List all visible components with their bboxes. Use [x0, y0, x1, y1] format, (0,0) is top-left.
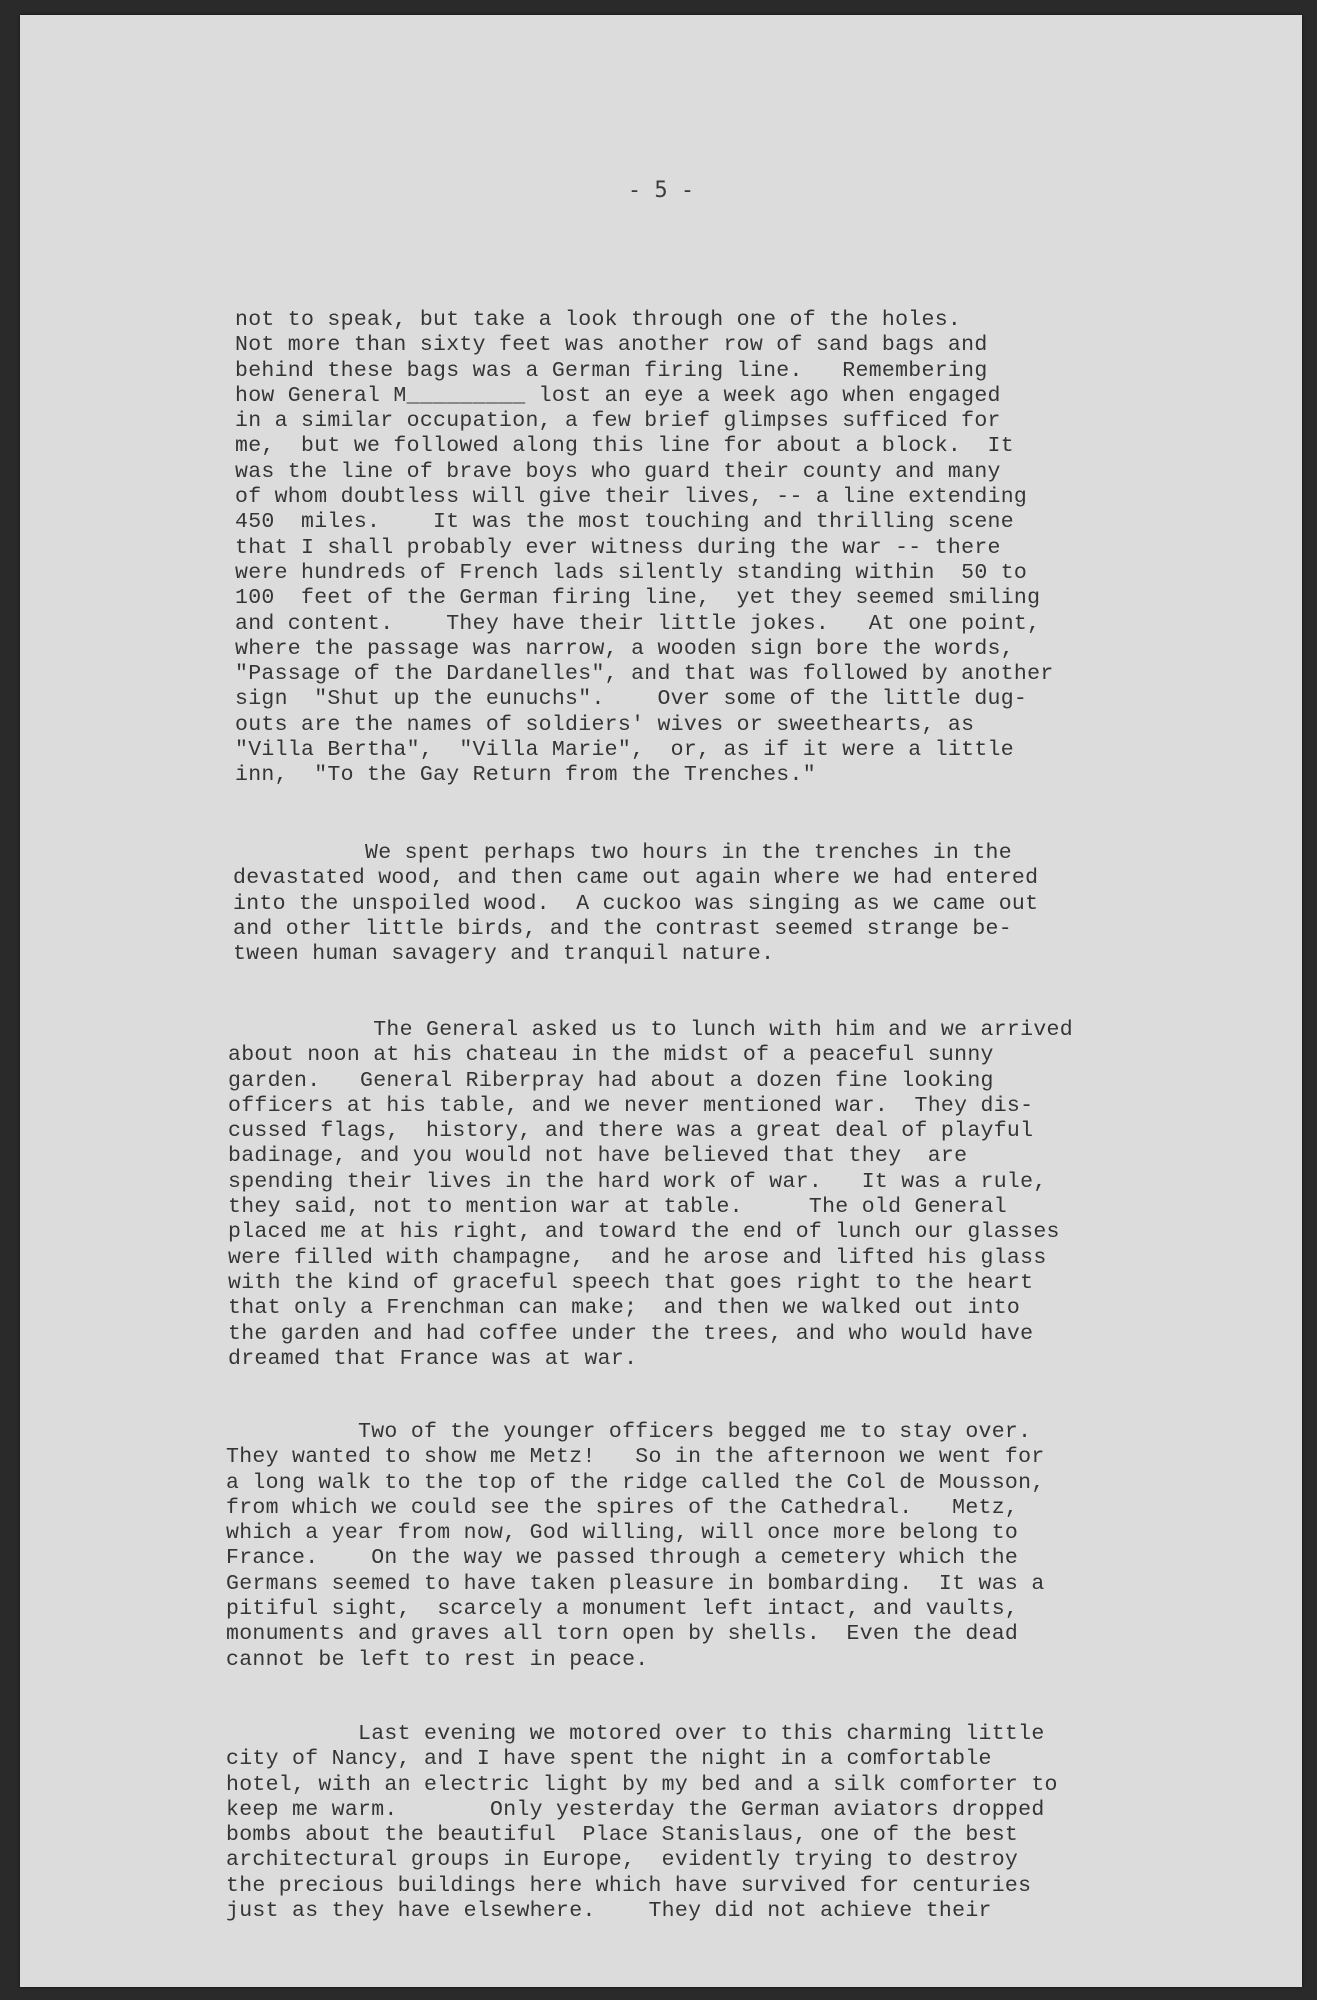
page-number: - 5 - [627, 178, 695, 203]
paragraph-trenches-line: not to speak, but take a look through one of the holes. Not more than sixty feet was another row of sand bags and behind these bags was a German firing line. Remembering how General M_________ lost an eye a week ago when engaged in a similar occupation, a few brief glimpses sufficed for me, but we followed along this line for about a block. It was the line of brave boys who guard their county and many of whom doubtless will give their lives, -- a line extending 450 miles. It was the most touching and thrilling scene that I shall probably ever witness during the war -- there were hundreds of French lads silently standing within 50 to 100 feet of the German firing line, yet they seemed smiling and content. They have their little jokes. At one point, where the passage was narrow, a wooden sign bore the words, "Passage of the Dardanelles", and that was followed by another sign "Shut up the eunuchs". Over some of the little dug- outs are the names of soldiers' wives or sweethearts, as "Villa Bertha", "Villa Marie", or, as if it were a little inn, "To the Gay Return from the Trenches." [235, 308, 1054, 788]
typewritten-page [20, 15, 1302, 1987]
paragraph-general-lunch: The General asked us to lunch with him and we arrived about noon at his chateau in the midst of a peaceful sunny garden. General Riberpray had about a dozen fine looking officers at his table, and we never mentioned war. They dis- cussed flags, history, and there was a great deal of playful badinage, and you would not have believed that they are spending their lives in the hard work of war. It was a rule, they said, not to mention war at table. The old General placed me at his right, and toward the end of lunch our glasses were filled with champagne, and he arose and lifted his glass with the kind of graceful speech that goes right to the heart that only a Frenchman can make; and then we walked out into the garden and had coffee under the trees, and who would have dreamed that France was at war. [228, 1018, 1073, 1371]
paragraph-devastated-wood: We spent perhaps two hours in the trenches in the devastated wood, and then came out again where we had entered into the unspoiled wood. A cuckoo was singing as we came out and other little birds, and the contrast seemed strange be- tween human savagery and tranquil nature. [233, 841, 1039, 967]
paragraph-metz-walk: Two of the younger officers begged me to stay over. They wanted to show me Metz! So in the afternoon we went for a long walk to the top of the ridge called the Col de Mousson, from which we could see the spires of the Cathedral. Metz, which a year from now, God willing, will once more belong to France. On the way we passed through a cemetery which the Germans seemed to have taken pleasure in bombarding. It was a pitiful sight, scarcely a monument left intact, and vaults, monuments and graves all torn open by shells. Even the dead cannot be left to rest in peace. [226, 1420, 1045, 1672]
paragraph-nancy: Last evening we motored over to this charming little city of Nancy, and I have spent the night in a comfortable hotel, with an electric light by my bed and a silk comforter to keep me warm. Only yesterday the German aviators dropped bombs about the beautiful Place Stanislaus, one of the best architectural groups in Europe, evidently trying to destroy the precious buildings here which have survived for centuries just as they have elsewhere. They did not achieve their [226, 1722, 1058, 1924]
